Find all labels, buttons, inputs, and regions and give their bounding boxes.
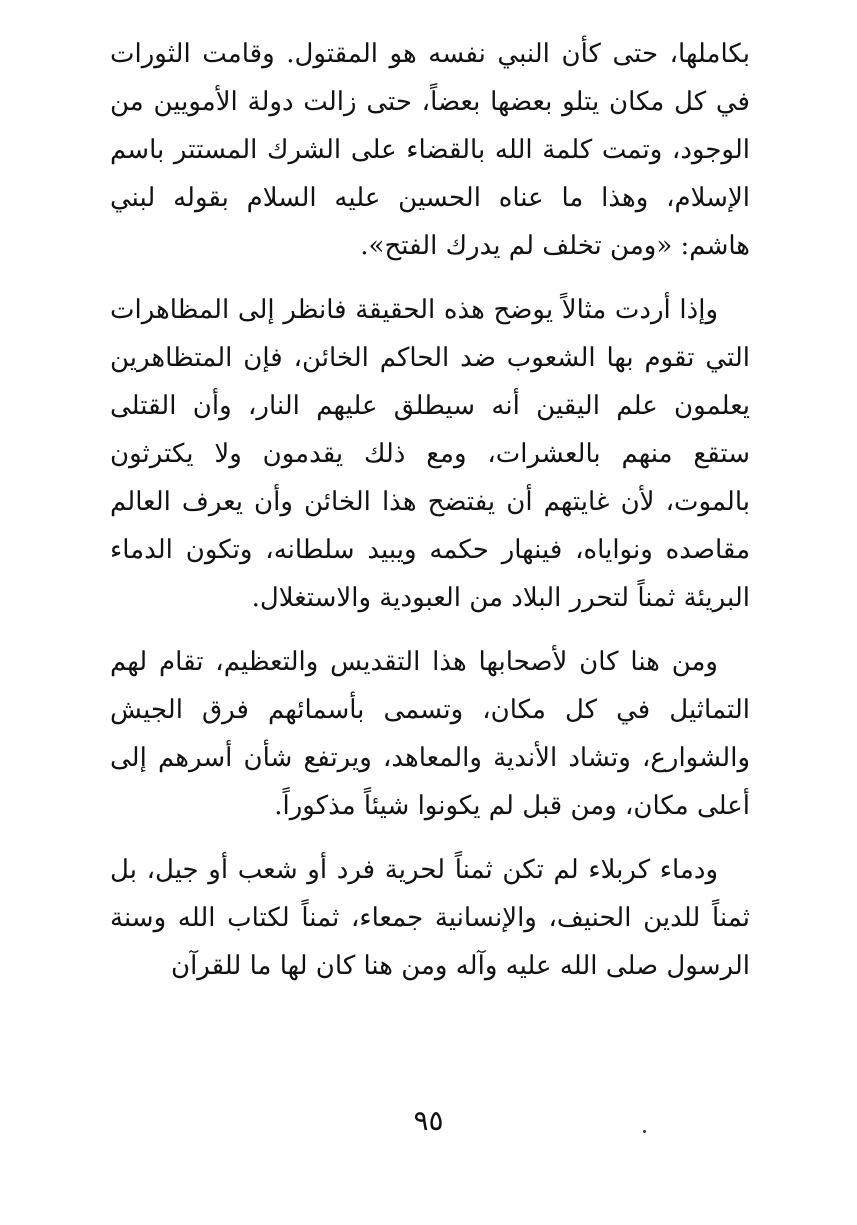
page-number: ٩٥ xyxy=(413,1104,444,1137)
page-body xyxy=(110,30,750,1120)
paragraph-4: ودماء كربلاء لم تكن ثمناً لحرية فرد أو شعب أو جيل، بل ثمناً للدين الحنيف، والإنسانية جمعاء، ثمناً لكتاب الله وسنة الرسول صلى الله عليه وآله ومن هنا كان لها ما للقرآن xyxy=(110,855,750,981)
paragraph-3: ومن هنا كان لأصحابها هذا التقديس والتعظيم، تقام لهم التماثيل في كل مكان، وتسمى بأسمائهم فرق الجيش والشوارع، وتشاد الأندية والمعاهد، ويرتفع شأن أسرهم إلى أعلى مكان، ومن قبل لم يكونوا شيئاً مذكوراً. xyxy=(110,647,750,821)
scan-speck xyxy=(643,1130,646,1133)
paragraph-1: بكاملها، حتى كأن النبي نفسه هو المقتول. وقامت الثورات في كل مكان يتلو بعضها بعضاً، حتى زالت دولة الأمويين من الوجود، وتمت كلمة الله بالقضاء على الشرك المستتر باسم الإسلام، وهذا ما عناه الحسين عليه السلام بقوله لبني هاشم: «ومن تخلف لم يدرك الفتح». xyxy=(110,39,750,261)
paragraph-2: وإذا أردت مثالاً يوضح هذه الحقيقة فانظر إلى المظاهرات التي تقوم بها الشعوب ضد الحاكم الخائن، فإن المتظاهرين يعلمون علم اليقين أنه سيطلق عليهم النار، وأن القتلى ستقع منهم بالعشرات، ومع ذلك يقدمون ولا يكترثون بالموت، لأن غايتهم أن يفتضح هذا الخائن وأن يعرف العالم مقاصده ونواياه، فينهار حكمه ويبيد سلطانه، وتكون الدماء البريئة ثمناً لتحرر البلاد من العبودية والاستغلال. xyxy=(110,295,750,613)
